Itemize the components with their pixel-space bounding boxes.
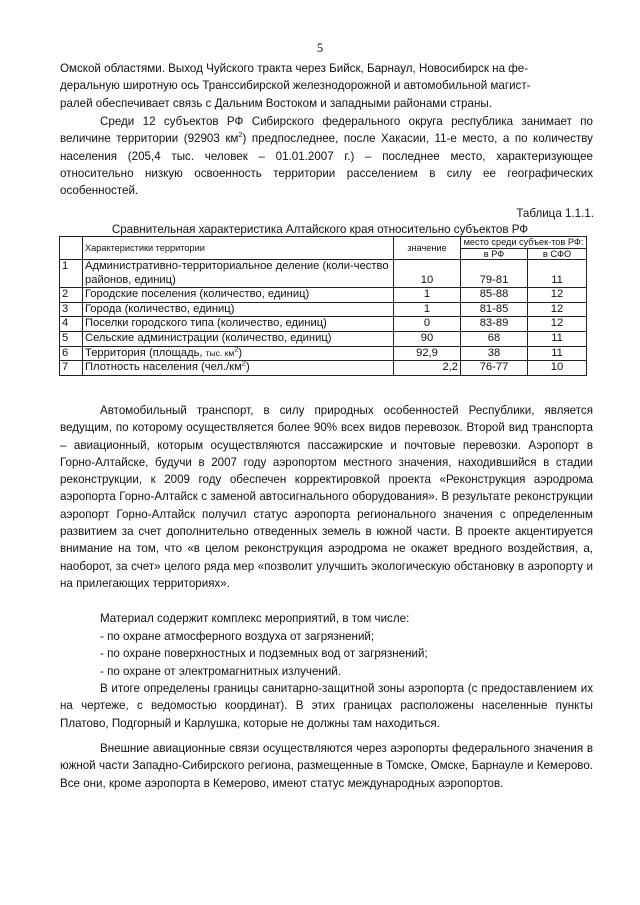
page-number: 5 bbox=[316, 41, 324, 55]
row-rf: 83-89 bbox=[461, 317, 528, 332]
row-sfo: 12 bbox=[528, 302, 587, 317]
table-row bbox=[60, 346, 587, 361]
body-paragraph-1: Автомобильный транспорт, в силу природных особенностей Республики, является ведущим, по которому осуществляется более 90% всех видов перевозок. Второй вид транспорта – авиационный, которым осуществляются пассажирские и почтовые перевозки. Аэропорт в Горно-Алтайске, будучи в 2007 году аэропортом местного значения, находившийся в стадии реконструкции, к 2009 году обеспечен корректировкой проекта «Реконструкция аэродрома аэропорта Горно-Алтайск с заменой автосигнального оборудования». В результате реконструкции аэропорт Горно-Алтайск получил статус аэропорта регионального значения с определенным развитием за счет дополнительно отведенных земель в южной части. В проекте акцентируется внимание на том, что «в целом реконструкция аэродрома не окажет вредного воздействия, а, наоборот, за счет» целого ряда мер «позволит улучшить экологическую обстановку в аэропорту и на прилегающих территориях». bbox=[60, 404, 593, 590]
list-item: - по охране от электромагнитных излучений. bbox=[100, 664, 341, 678]
header-in-sfo: в СФО bbox=[528, 248, 587, 260]
row-rf: 85-88 bbox=[461, 288, 528, 303]
row-sfo: 12 bbox=[528, 288, 587, 303]
comparison-table bbox=[59, 236, 587, 376]
row-sfo: 12 bbox=[528, 317, 587, 332]
row-name: Города (количество, единиц) bbox=[83, 302, 394, 317]
header-place: место среди субъек-тов РФ: bbox=[461, 237, 587, 249]
row-name: Административно-территориальное деление (коли-чество районов, единиц) bbox=[83, 260, 394, 288]
row-name-text: Плотность населения (чел./км bbox=[85, 361, 242, 374]
superscript: 2 bbox=[234, 343, 239, 353]
text-line: деральную широтную ось Транссибирской железнодорожной и автомобильной магист- bbox=[60, 79, 531, 93]
row-name: Городские поселения (количество, единиц) bbox=[83, 288, 394, 303]
intro-text-a: Среди 12 субъектов РФ Сибирского федерального округа республика занимает по величине территории (92903 км bbox=[60, 115, 593, 146]
row-sfo: 10 bbox=[528, 361, 587, 376]
body-paragraph-3: В итоге определены границы санитарно-защитной зоны аэропорта (с предоставлением их на чертеже, с ведомостью координат). В этих границах расположены населенные пункты Платово, Подгорный и Карлушка, которые не должны там находиться. bbox=[60, 682, 593, 730]
row-number: 3 bbox=[60, 302, 83, 317]
table-header-row bbox=[60, 237, 587, 249]
row-name: Поселки городского типа (количество, единиц) bbox=[83, 317, 394, 332]
row-unit: тыс. км bbox=[205, 347, 235, 358]
row-rf: 79-81 bbox=[461, 260, 528, 288]
row-rf: 81-85 bbox=[461, 302, 528, 317]
list-item: - по охране атмосферного воздуха от загрязнений; bbox=[100, 630, 375, 643]
row-value: 92,9 bbox=[394, 346, 461, 361]
row-number: 1 bbox=[60, 260, 83, 288]
text-line: ралей обеспечивает связь с Дальним Востоком и западными районами страны. bbox=[60, 96, 492, 110]
row-value: 2,2 bbox=[394, 361, 461, 376]
header-value: значение bbox=[394, 237, 461, 260]
superscript: 2 bbox=[238, 130, 243, 140]
table-row bbox=[60, 288, 587, 303]
body-paragraph-4: Внешние авиационные связи осуществляются через аэропорты федерального значения в южной части Западно-Сибирского региона, размещенные в Томске, Омске, Барнауле и Кемерово. Все они, кроме аэропорта в Кемерово, имеют статус международных аэропортов. bbox=[60, 742, 593, 790]
row-close: ) bbox=[238, 346, 243, 359]
header-in-rf: в РФ bbox=[461, 248, 528, 260]
row-number: 2 bbox=[60, 288, 83, 303]
table-row bbox=[60, 317, 587, 332]
row-name bbox=[83, 343, 394, 361]
row-number: 5 bbox=[60, 331, 83, 346]
table-row bbox=[60, 331, 587, 346]
measures-list bbox=[100, 628, 593, 680]
row-value: 90 bbox=[394, 331, 461, 346]
superscript: 2 bbox=[241, 358, 246, 368]
row-rf: 76-77 bbox=[461, 361, 528, 376]
intro-text-b: ) предпоследнее, после Хакасии, 11-е место, а по количеству населения (205,4 тыс. человек – 01.01.2007 г.) – последнее место, характеризующее относительно низкую освоенность территории расселением в силу ее географических особенностей. bbox=[60, 132, 593, 198]
table-row bbox=[60, 260, 587, 288]
intro-paragraph-1 bbox=[60, 60, 593, 112]
row-rf: 38 bbox=[461, 346, 528, 361]
table-row bbox=[60, 361, 587, 376]
intro-paragraph-2 bbox=[60, 113, 593, 199]
row-number: 6 bbox=[60, 346, 83, 361]
row-value: 10 bbox=[394, 260, 461, 288]
table-number: Таблица 1.1.1. bbox=[516, 207, 594, 220]
table-caption: Сравнительная характеристика Алтайского края относительно субъектов РФ bbox=[111, 223, 529, 236]
table-row bbox=[60, 302, 587, 317]
row-value: 1 bbox=[394, 302, 461, 317]
text-line: Омской областями. Выход Чуйского тракта через Бийск, Барнаул, Новосибирск на фе- bbox=[60, 62, 529, 75]
row-name bbox=[83, 358, 394, 376]
row-value: 1 bbox=[394, 288, 461, 303]
row-name-text: Территория (площадь, bbox=[85, 346, 203, 359]
row-value: 0 bbox=[394, 317, 461, 332]
row-sfo: 11 bbox=[528, 346, 587, 361]
body-paragraph-2: Материал содержит комплекс мероприятий, в том числе: bbox=[100, 612, 410, 625]
header-number-cell bbox=[60, 237, 83, 260]
row-rf: 68 bbox=[461, 331, 528, 346]
row-number: 7 bbox=[60, 361, 83, 376]
row-sfo: 11 bbox=[528, 331, 587, 346]
row-close: ) bbox=[245, 361, 250, 374]
header-characteristic: Характеристики территории bbox=[83, 237, 394, 260]
row-number: 4 bbox=[60, 317, 83, 332]
list-item: - по охране поверхностных и подземных вод от загрязнений; bbox=[100, 647, 428, 661]
row-sfo: 11 bbox=[528, 260, 587, 288]
row-name: Сельские администрации (количество, единиц) bbox=[83, 331, 394, 346]
